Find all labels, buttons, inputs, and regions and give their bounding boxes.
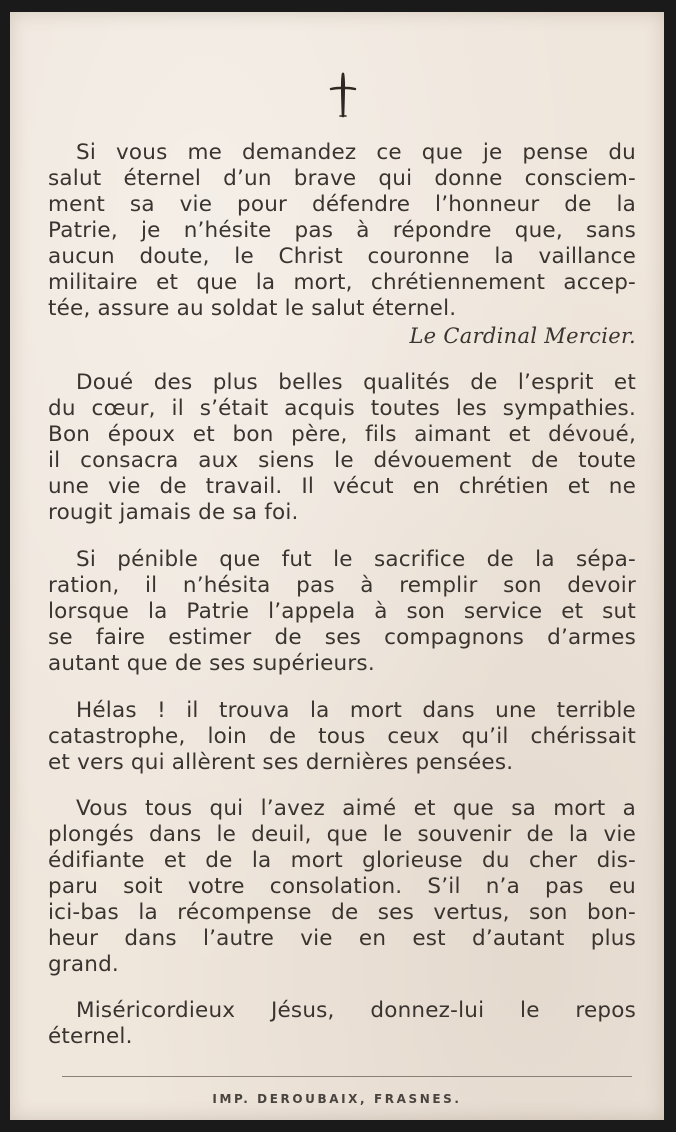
paragraph-line: éternel. [48,1024,133,1049]
paragraph-line: catastrophe, loin de tous ceux qu’il chérissait [48,724,636,749]
quote-line: tée, assure au soldat le salut éternel. [48,296,457,321]
paragraph-line: grand. [48,952,119,977]
paragraph-line: ici-bas la récompense de ses vertus, son bon- [48,900,636,925]
cross-icon [328,72,358,120]
paragraph-line: plongés dans le deuil, que le souvenir de la vie [48,822,636,847]
paragraph-sacrifice [48,547,636,677]
paragraph-line: rougit jamais de sa foi. [48,500,299,525]
divider-rule [62,1076,632,1077]
paragraph-line: lorsque la Patrie l’appela à son service et sut [48,599,636,624]
memorial-card [10,12,664,1120]
quote-line: ment sa vie pour défendre l’honneur de la [48,192,636,217]
paragraph-consolation [48,796,636,978]
paragraph-line: heur dans l’autre vie en est d’autant plus [48,926,636,951]
printer-imprint: IMP. DEROUBAIX, FRASNES. [212,1092,462,1106]
paragraph-line: il consacra aux siens le dévouement de toute [48,448,636,473]
quote-attribution: Le Cardinal Mercier. [409,324,636,348]
paragraph-line: Doué des plus belles qualités de l’esprit et [76,370,636,395]
quote-line: Si vous me demandez ce que je pense du [76,140,636,165]
paragraph-prayer [48,998,636,1050]
paragraph-line: Miséricordieux Jésus, donnez-lui le repos [76,998,636,1023]
paragraph-death [48,698,636,776]
paragraph-line: Bon époux et bon père, fils aimant et dévoué, [48,422,636,447]
paragraph-line: paru soit votre consolation. S’il n’a pas eu [48,874,636,899]
quote-line: Patrie, je n’hésite pas à répondre que, sans [48,218,636,243]
quote-block [48,140,636,322]
paragraph-line: Vous tous qui l’avez aimé et que sa mort a [76,796,636,821]
paragraph-line: se faire estimer de ses compagnons d’armes [48,625,636,650]
paragraph-line: et vers qui allèrent ses dernières pensées. [48,750,514,775]
paragraph-line: une vie de travail. Il vécut en chrétien et ne [48,474,636,499]
paragraph-tribute [48,370,636,526]
paragraph-line: Hélas ! il trouva la mort dans une terrible [76,698,636,723]
quote-line: aucun doute, le Christ couronne la vaillance [48,244,636,269]
paragraph-line: autant que de ses supérieurs. [48,651,375,676]
paragraph-line: du cœur, il s’était acquis toutes les sympathies. [48,396,636,421]
paragraph-line: Si pénible que fut le sacrifice de la sépa- [76,547,636,572]
paragraph-line: édifiante et de la mort glorieuse du cher dis- [48,848,636,873]
paragraph-line: ration, il n’hésita pas à remplir son devoir [48,573,636,598]
quote-line: salut éternel d’un brave qui donne consciem- [48,166,636,191]
quote-line: militaire et que la mort, chrétiennement accep- [48,270,636,295]
